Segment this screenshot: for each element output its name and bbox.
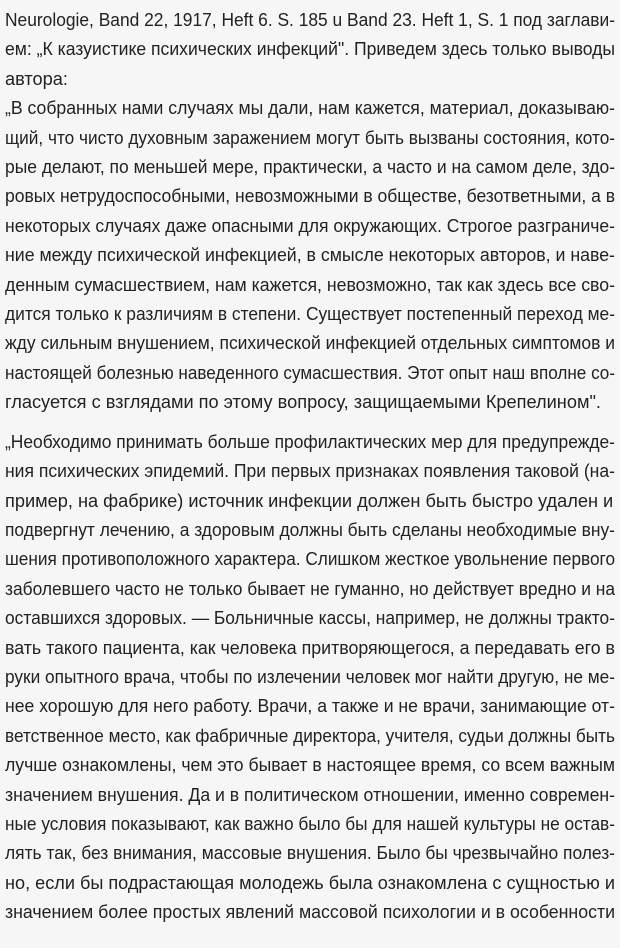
text-line: пример, на фабрике) источник инфекции должен быть быстро удален и (5, 490, 614, 511)
text-line: рые делают, по меньшей мере, практически, а часто и на самом деле, здо- (5, 157, 616, 178)
text-line: нее хорошую для него работу. Врачи, а также и не врачи, занимающие от- (5, 696, 615, 717)
text-line: лять так, без внимания, массовые внушения. Было бы чрезвычайно полез- (5, 843, 615, 864)
text-line: подвергнут лечению, а здоровым должны быть сделаны необходимые вну- (5, 519, 615, 540)
text-line: жду сильным внушением, психической инфекцией отдельных симптомов и (5, 333, 616, 354)
text-line: ные условия показывают, как важно было бы для нашей культуры не остав- (5, 813, 615, 834)
text-line: некоторых случаях даже опасными для окружающих. Строгое разграниче- (5, 215, 616, 236)
text-line: гласуется с взглядами по этому вопросу, защищаемыми Крепелином". (5, 392, 601, 413)
text-line: ем: „К казуистике психических инфекций". Приведем здесь только выводы (5, 39, 616, 60)
text-line: но, если бы подрастающая молодежь была ознакомлена с сущностью и (5, 872, 616, 893)
paragraph-1 (5, 6, 615, 418)
text-line: руки опытного врача, чтобы по излечении человек мог найти другую, не ме- (5, 666, 615, 687)
text-line: вать такого пациента, как человека притворяющегося, а передавать его в (5, 637, 615, 658)
text-line: Neurologie, Band 22, 1917, Heft 6. S. 185 u Band 23. Heft 1, S. 1 под заглави- (5, 10, 616, 30)
text-line: лучше ознакомлены, чем это бывает в настоящее время, со всем важным (5, 755, 616, 776)
text-line: автора: (5, 68, 68, 89)
text-line: дится только к различиям в степени. Существует постепенный переход ме- (5, 304, 615, 325)
text-line: ния психических эпидемий. При первых признаках появления таковой (на- (5, 461, 615, 482)
text-line: денным сумасшествием, нам кажется, невозможно, так как здесь все сво- (5, 274, 615, 295)
text-line: настоящей болезнью наведенного сумасшествия. Этот опыт наш вполне со- (5, 362, 616, 383)
text-line: щий, что чисто духовным заражением могут быть вызваны состояния, кото- (5, 127, 616, 148)
text-line: шения противоположного характера. Слишком жесткое увольнение первого (5, 549, 616, 570)
text-line: ние между психической инфекцией, в смысле некоторых авторов, и наве- (5, 245, 615, 266)
text-line: значением внушения. Да и в политическом отношении, именно современ- (5, 784, 615, 805)
text-line: оставшихся здоровых. — Больничные кассы, например, не должны тракто- (5, 608, 615, 629)
text-line: „Необходимо принимать больше профилактических мер для предупрежде- (5, 431, 615, 452)
text-line: „В собранных нами случаях мы дали, нам кажется, материал, доказываю- (5, 98, 616, 119)
text-line: заболевшего часто не только бывает не гуманно, но действует вредно и на (5, 578, 616, 599)
text-line: значением более простых явлений массовой психологии и в особенности (5, 902, 615, 923)
paragraph-2 (5, 428, 615, 928)
text-line: ветственное место, как фабричные директора, учителя, судьи должны быть (5, 725, 615, 746)
text-line: ровых нетрудоспособными, невозможными в обществе, безответными, а в (5, 186, 616, 207)
